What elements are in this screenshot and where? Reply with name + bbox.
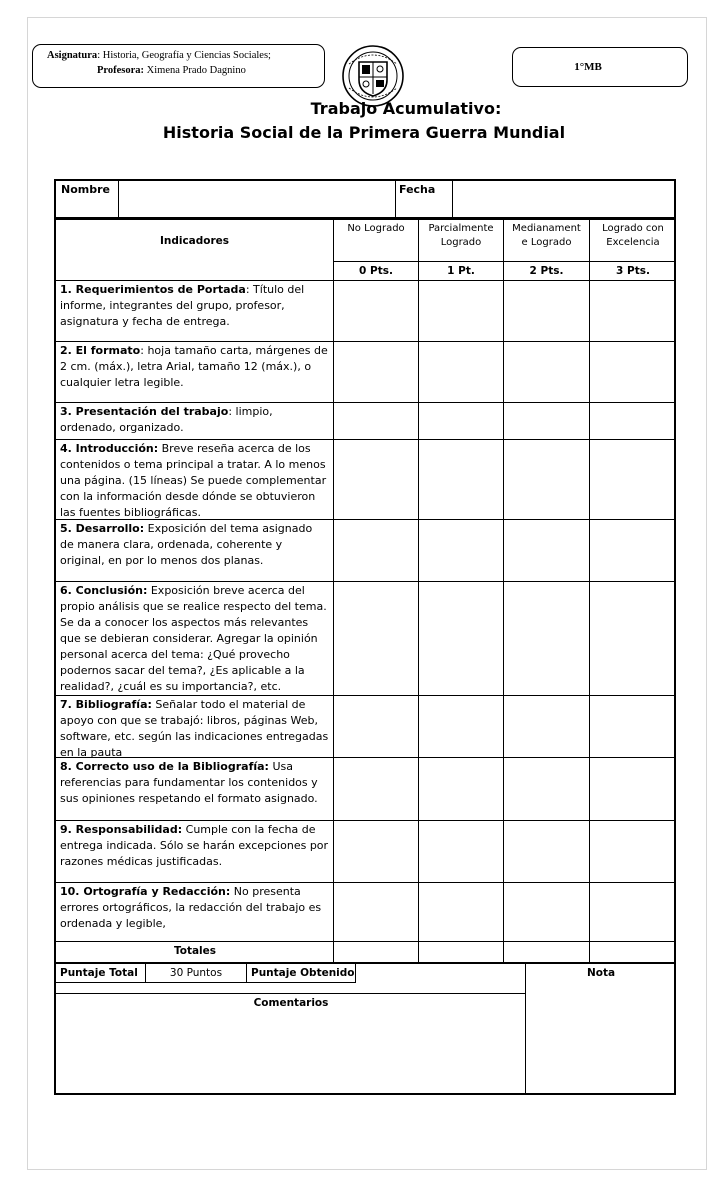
level-points-0: 0 Pts. [334, 262, 419, 281]
criterion-1-score-level-3[interactable] [590, 281, 676, 342]
subject-label: Asignatura [47, 50, 98, 61]
title-line-1: Trabajo Acumulativo: [310, 99, 502, 118]
criterion-1-score-level-2[interactable] [504, 281, 590, 342]
criterion-6-score-level-1[interactable] [419, 582, 504, 696]
grade-box[interactable] [526, 964, 676, 1094]
level-cell-0 [334, 220, 419, 262]
criterion-4-score-level-1[interactable] [419, 440, 504, 520]
criterion-5-score-level-2[interactable] [504, 520, 590, 582]
criterion-3-description [56, 403, 334, 440]
summary-section [54, 963, 676, 1095]
criterion-6-description [56, 582, 334, 696]
criterion-5-score-level-3[interactable] [590, 520, 676, 582]
criterion-3-score-level-3[interactable] [590, 403, 676, 440]
criterion-title: 6. Conclusión: [60, 584, 148, 597]
criterion-10-description [56, 883, 334, 942]
level-label-0: No Logrado [347, 223, 405, 234]
criterion-4-description [56, 440, 334, 520]
level-label-2: Medianament e Logrado [512, 223, 581, 248]
criterion-title: 2. El formato [60, 344, 141, 357]
criterion-body: No presenta errores ortográficos, la redacción del trabajo es ordenada y legible, [60, 885, 322, 930]
student-info-row [54, 179, 676, 219]
obtained-score-field[interactable] [356, 964, 526, 994]
indicators-header-cell [56, 220, 334, 262]
criterion-3-score-level-1[interactable] [419, 403, 504, 440]
level-cell-2 [504, 220, 590, 262]
criterion-3-score-level-0[interactable] [334, 403, 419, 440]
criterion-6-score-level-3[interactable] [590, 582, 676, 696]
level-points-2: 2 Pts. [504, 262, 590, 281]
criterion-body: : Título del informe, integrantes del grupo, profesor, asignatura y fecha de entrega. [60, 283, 305, 328]
criterion-text [56, 520, 333, 570]
criterion-text [56, 281, 333, 331]
criterion-body: Exposición breve acerca del propio análisis que se realice respecto del tema. Se da a conocer los aspectos más relevantes que se debieran considerar. Agregar la opinión personal acerca del tema: ¿Qué provecho podernos sacar del tema?, ¿Es aplicable a la realidad?, ¿cuál es su importancia?, etc. [60, 584, 327, 693]
criterion-text [56, 440, 333, 520]
name-label: Nombre [61, 183, 110, 196]
total-value: 30 Puntos [169, 967, 223, 979]
criterion-2-score-level-1[interactable] [419, 342, 504, 403]
criterion-text [56, 582, 333, 696]
grade-label: Nota [586, 967, 616, 979]
criterion-body: Cumple con la fecha de entrega indicada. Sólo se harán excepciones por razones médicas justificadas. [60, 823, 329, 868]
criterion-10-score-level-2[interactable] [504, 883, 590, 942]
criterion-title: 5. Desarrollo: [60, 522, 145, 535]
indicators-label: Indicadores [159, 235, 230, 247]
criterion-8-score-level-2[interactable] [504, 758, 590, 821]
teacher-label: Profesora: [97, 65, 145, 76]
level-points-1: 1 Pt. [419, 262, 504, 281]
subject-value: : Historia, Geografía y Ciencias Sociales; [97, 50, 271, 61]
course-label: 1°MB [574, 61, 602, 73]
criterion-4-score-level-3[interactable] [590, 440, 676, 520]
criterion-9-description [56, 821, 334, 883]
criterion-text [56, 821, 333, 871]
teacher-value: Ximena Prado Dagnino [144, 65, 246, 76]
totals-label-cell [56, 942, 334, 964]
criterion-4-score-level-2[interactable] [504, 440, 590, 520]
criterion-body: Exposición del tema asignado de manera clara, ordenada, coherente y original, en por lo menos dos planas. [60, 522, 313, 567]
total-label: Puntaje Total [60, 967, 138, 979]
criterion-body: Breve reseña acerca de los contenidos o tema principal a tratar. A lo menos una página. (15 líneas) Se puede complementar con la información desde dónde se obtuvieron las fuentes bibliográficas. [60, 442, 327, 519]
date-field[interactable] [454, 183, 674, 217]
level-points-3: 3 Pts. [590, 262, 676, 281]
name-field[interactable] [120, 183, 393, 217]
criterion-text [56, 758, 333, 808]
criterion-2-description [56, 342, 334, 403]
criterion-title: 1. Requerimientos de Portada [60, 283, 246, 296]
criterion-text [56, 883, 333, 933]
criterion-2-score-level-0[interactable] [334, 342, 419, 403]
criterion-8-description [56, 758, 334, 821]
criterion-2-score-level-3[interactable] [590, 342, 676, 403]
subject-info-box [32, 44, 325, 88]
criterion-5-score-level-0[interactable] [334, 520, 419, 582]
criterion-8-score-level-0[interactable] [334, 758, 419, 821]
totals-level-0[interactable] [334, 942, 419, 964]
criterion-8-score-level-1[interactable] [419, 758, 504, 821]
criterion-7-description [56, 696, 334, 758]
criterion-title: 4. Introducción: [60, 442, 159, 455]
totals-level-2[interactable] [504, 942, 590, 964]
criterion-7-score-level-0[interactable] [334, 696, 419, 758]
summary-spacer [56, 983, 356, 994]
course-box [512, 47, 688, 87]
totals-label: Totales [173, 945, 217, 957]
rubric-table [54, 218, 676, 964]
criterion-5-description [56, 520, 334, 582]
criterion-9-score-level-0[interactable] [334, 821, 419, 883]
criterion-body: : hoja tamaño carta, márgenes de 2 cm. (máx.), letra Arial, tamaño 12 (máx.), o cualquier letra legible. [60, 344, 328, 389]
level-label-1: Parcialmente Logrado [428, 223, 494, 248]
criterion-1-description [56, 281, 334, 342]
criterion-text [56, 403, 333, 437]
criterion-9-score-level-3[interactable] [590, 821, 676, 883]
total-label-cell [56, 964, 146, 983]
criterion-title: 9. Responsabilidad: [60, 823, 183, 836]
criterion-9-score-level-1[interactable] [419, 821, 504, 883]
criterion-5-score-level-1[interactable] [419, 520, 504, 582]
title-line-2: Historia Social de la Primera Guerra Mundial [162, 123, 566, 142]
criterion-body: Señalar todo el material de apoyo con que se trabajó: libros, páginas Web, software, etc. según las indicaciones entregadas en la pauta [60, 698, 329, 758]
obtained-label: Puntaje Obtenido [251, 967, 355, 979]
criterion-8-score-level-3[interactable] [590, 758, 676, 821]
level-cell-1 [419, 220, 504, 262]
criterion-body: : limpio, ordenado, organizado. [60, 405, 273, 434]
totals-level-1[interactable] [419, 942, 504, 964]
date-label: Fecha [399, 183, 436, 196]
criterion-body: Usa referencias para fundamentar los contenidos y sus opiniones respetando el formato asignado. [60, 760, 318, 805]
criterion-10-score-level-1[interactable] [419, 883, 504, 942]
criterion-7-score-level-1[interactable] [419, 696, 504, 758]
criterion-7-score-level-2[interactable] [504, 696, 590, 758]
level-cell-3 [590, 220, 676, 262]
criterion-10-score-level-0[interactable] [334, 883, 419, 942]
comments-box[interactable] [56, 994, 526, 1094]
criterion-10-score-level-3[interactable] [590, 883, 676, 942]
criterion-1-score-level-0[interactable] [334, 281, 419, 342]
criterion-3-score-level-2[interactable] [504, 403, 590, 440]
criterion-text [56, 342, 333, 392]
comments-label: Comentarios [253, 997, 329, 1009]
criterion-6-score-level-0[interactable] [334, 582, 419, 696]
obtained-label-cell [247, 964, 356, 983]
criterion-6-score-level-2[interactable] [504, 582, 590, 696]
criterion-title: 8. Correcto uso de la Bibliografía: [60, 760, 269, 773]
indicators-points-cell [56, 262, 334, 281]
totals-level-3[interactable] [590, 942, 676, 964]
criterion-title: 10. Ortografía y Redacción: [60, 885, 231, 898]
criterion-title: 7. Bibliografía: [60, 698, 152, 711]
criterion-7-score-level-3[interactable] [590, 696, 676, 758]
level-label-3: Logrado con Excelencia [602, 223, 664, 248]
criterion-1-score-level-1[interactable] [419, 281, 504, 342]
criterion-9-score-level-2[interactable] [504, 821, 590, 883]
total-value-cell [146, 964, 247, 983]
criterion-text [56, 696, 333, 758]
criterion-title: 3. Presentación del trabajo [60, 405, 229, 418]
criterion-2-score-level-2[interactable] [504, 342, 590, 403]
criterion-4-score-level-0[interactable] [334, 440, 419, 520]
